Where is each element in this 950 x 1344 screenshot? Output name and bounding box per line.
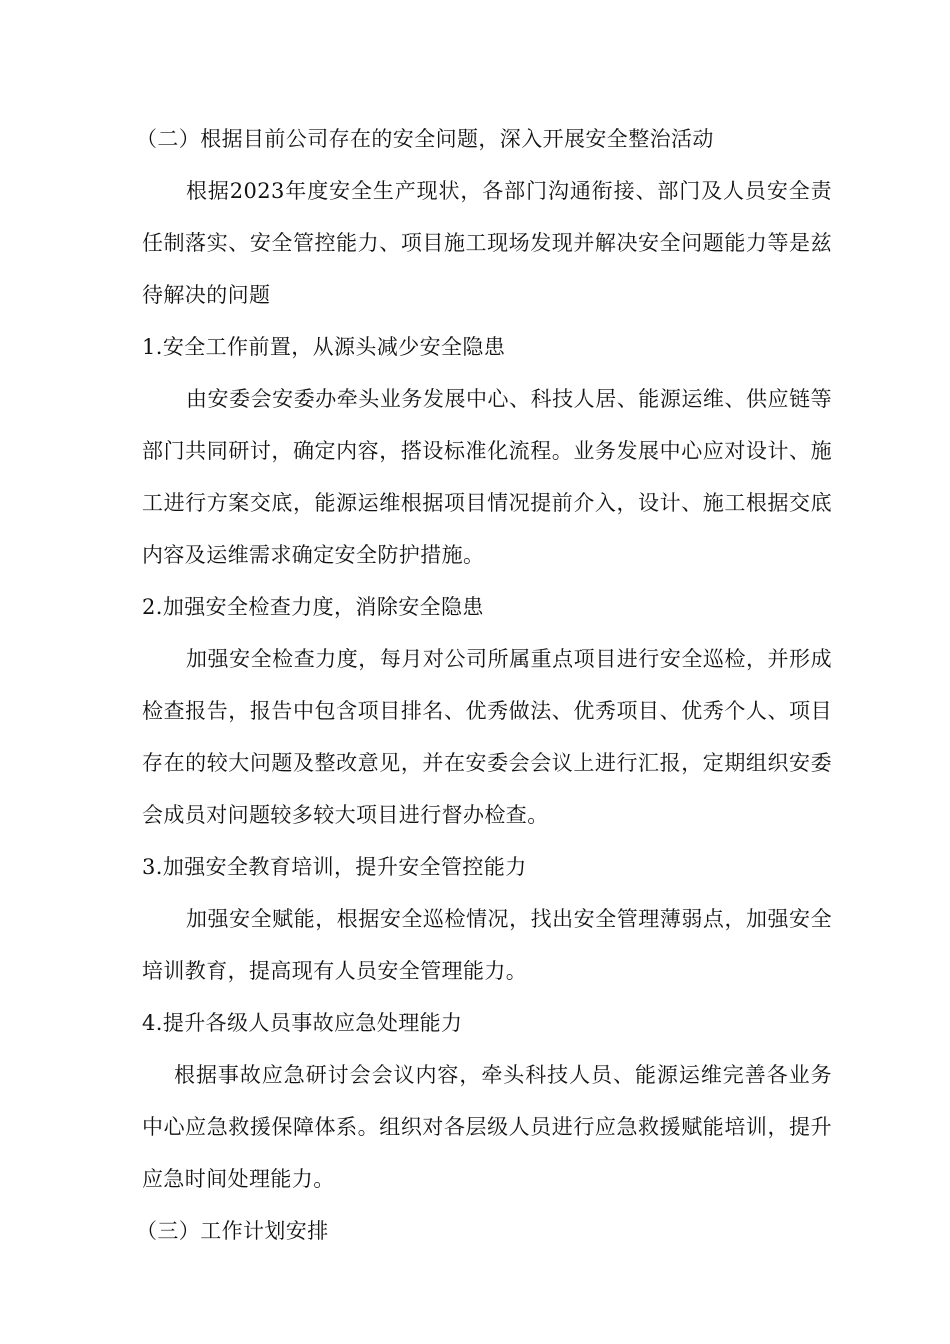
item-2-heading: 2.加强安全检查力度，消除安全隐患 xyxy=(142,595,484,619)
item-3-body: 加强安全赋能，根据安全巡检情况，找出安全管理薄弱点，加强安全培训教育，提高现有人员安全管理能力。 xyxy=(142,907,832,983)
intro-paragraph: 根据2023年度安全生产现状，各部门沟通衔接、部门及人员安全责任制落实、安全管控能力、项目施工现场发现并解决安全问题能力等是兹待解决的问题 xyxy=(142,179,832,307)
item-4-heading: 4.提升各级人员事故应急处理能力 xyxy=(142,1011,463,1035)
section-2-heading: （二）根据目前公司存在的安全问题，深入开展安全整治活动 xyxy=(136,127,714,151)
item-1-heading: 1.安全工作前置，从源头减少安全隐患 xyxy=(142,335,506,359)
item-3-heading: 3.加强安全教育培训，提升安全管控能力 xyxy=(142,855,527,879)
item-2-body: 加强安全检查力度，每月对公司所属重点项目进行安全巡检，并形成检查报告，报告中包含项目排名、优秀做法、优秀项目、优秀个人、项目存在的较大问题及整改意见，并在安委会会议上进行汇报，定期组织安委会成员对问题较多较大项目进行督办检查。 xyxy=(142,647,832,827)
item-4-body: 根据事故应急研讨会会议内容，牵头科技人员、能源运维完善各业务中心应急救援保障体系。组织对各层级人员进行应急救援赋能培训，提升应急时间处理能力。 xyxy=(142,1063,832,1191)
document-body xyxy=(136,113,832,1257)
section-3-heading: （三）工作计划安排 xyxy=(136,1219,329,1243)
item-1-body: 由安委会安委办牵头业务发展中心、科技人居、能源运维、供应链等部门共同研讨，确定内容，搭设标准化流程。业务发展中心应对设计、施工进行方案交底，能源运维根据项目情况提前介入，设计、施工根据交底内容及运维需求确定安全防护措施。 xyxy=(142,387,832,567)
